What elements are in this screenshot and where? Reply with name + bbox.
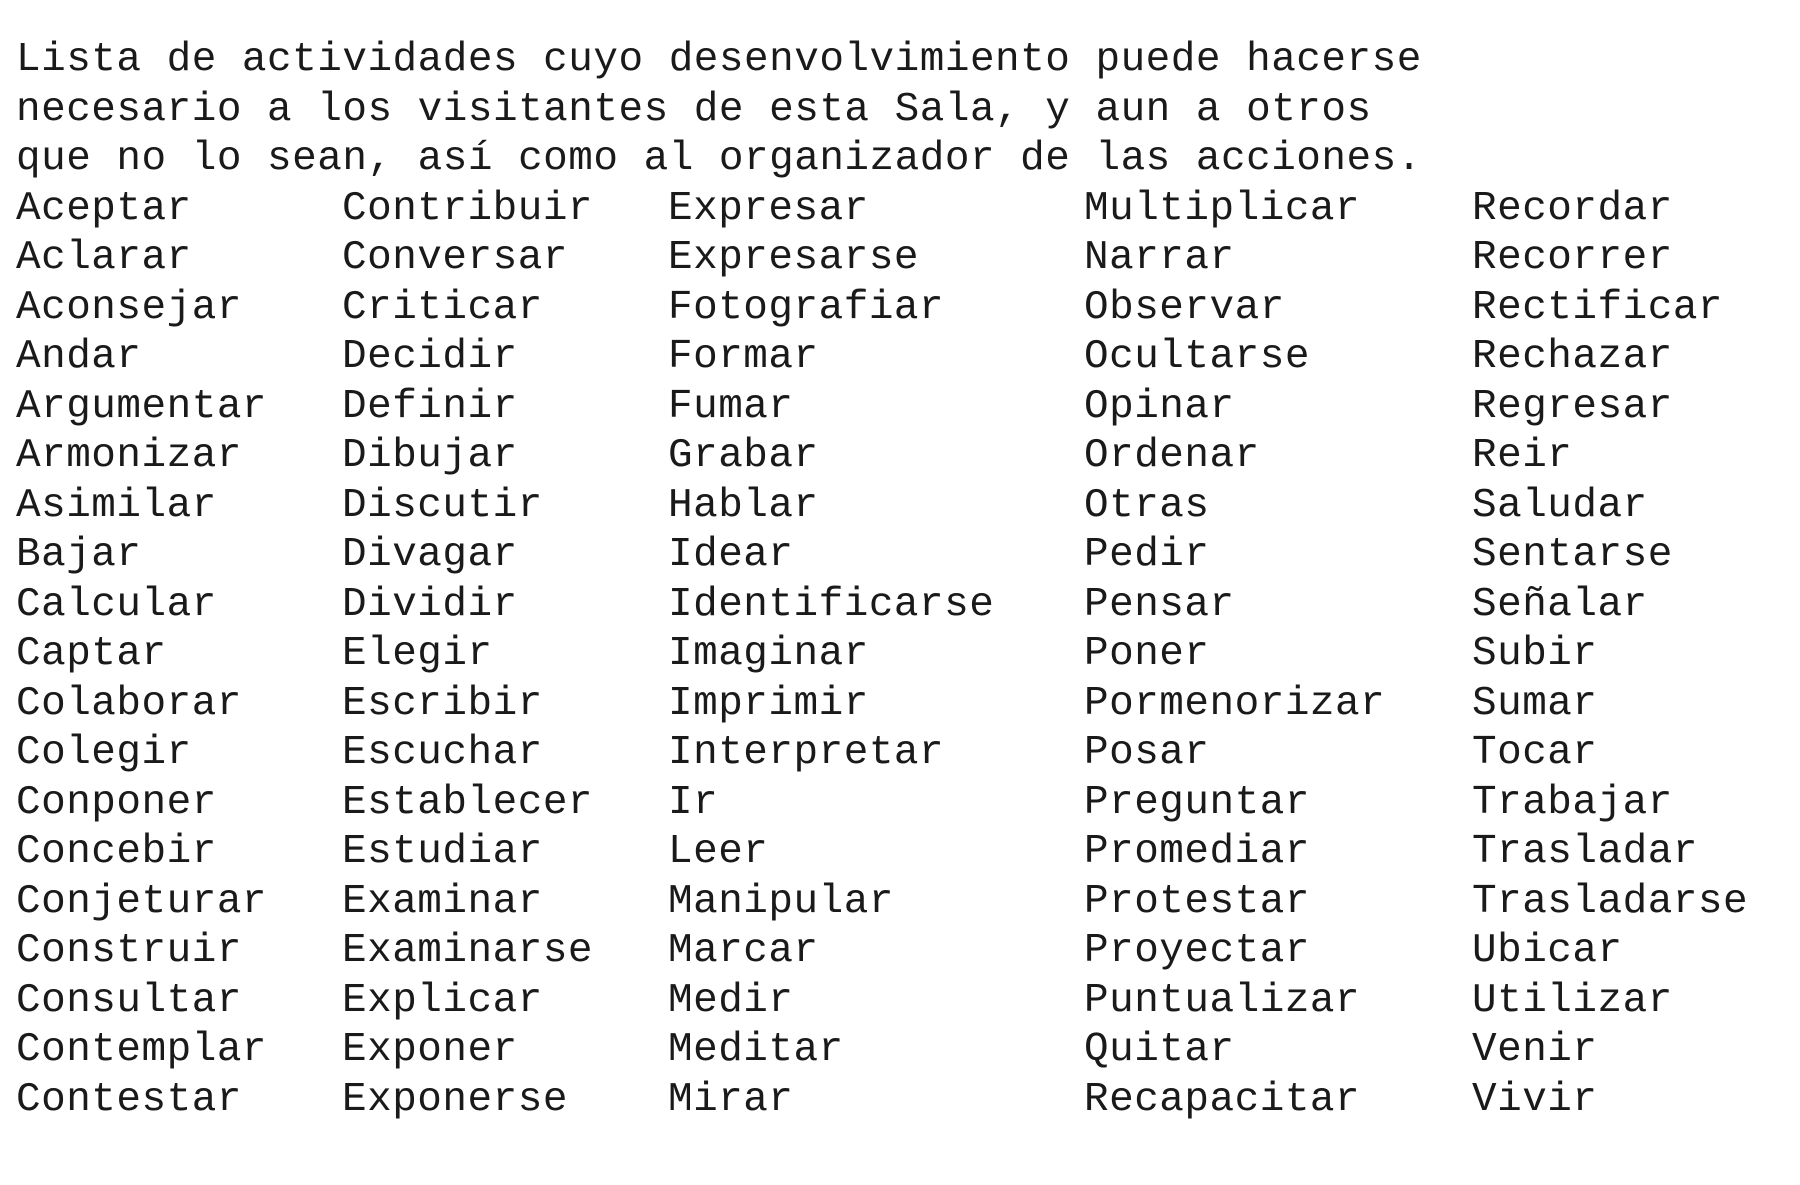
word-column-4	[1084, 185, 1385, 1126]
activity-word: Pormenorizar	[1084, 680, 1386, 727]
activity-word: Leer	[668, 829, 769, 875]
activity-word: Consultar	[16, 977, 242, 1024]
activity-word: Trasladarse	[1472, 878, 1749, 925]
activity-word: Fumar	[668, 383, 794, 430]
activity-word: Escuchar	[342, 730, 543, 776]
word-column-5	[1472, 185, 1748, 1126]
activity-word: Promediar	[1084, 829, 1310, 875]
activity-word: Argumentar	[16, 383, 268, 430]
activity-word: Fotografiar	[668, 284, 945, 331]
activity-word: Decidir	[342, 334, 518, 380]
activity-word: Estudiar	[342, 829, 543, 875]
activity-word: Idear	[668, 532, 794, 578]
activity-word: Manipular	[668, 878, 894, 925]
activity-word: Medir	[668, 977, 794, 1024]
activity-word: Conponer	[16, 779, 217, 826]
activity-word: Examinar	[342, 878, 543, 925]
activity-word: Discutir	[342, 482, 543, 529]
word-column-1	[16, 185, 267, 1126]
activity-word: Quitar	[1084, 1027, 1235, 1073]
activity-word: Bajar	[16, 532, 142, 578]
activity-word: Ocultarse	[1084, 334, 1310, 380]
intro-line-2: necesario a los visitantes de esta Sala, y aun a otros	[16, 86, 1372, 133]
activity-word: Definir	[342, 383, 518, 430]
activity-word: Ir	[668, 779, 719, 826]
activity-word: Exponer	[342, 1027, 518, 1073]
activity-word: Contribuir	[342, 185, 594, 232]
activity-word: Escribir	[342, 680, 543, 727]
activity-word: Conversar	[342, 235, 568, 281]
activity-word: Sumar	[1472, 680, 1598, 727]
activity-word: Construir	[16, 928, 242, 974]
activity-word: Pensar	[1084, 581, 1235, 628]
activity-word: Rechazar	[1472, 334, 1673, 380]
intro-paragraph	[16, 36, 1796, 185]
activity-word: Trabajar	[1472, 779, 1673, 826]
activity-word: Vivir	[1472, 1076, 1598, 1123]
activity-word: Andar	[16, 334, 142, 380]
activity-word: Sentarse	[1472, 532, 1673, 578]
activity-word: Dividir	[342, 581, 518, 628]
activity-word: Hablar	[668, 482, 819, 529]
activity-word: Marcar	[668, 928, 819, 974]
activity-word: Opinar	[1084, 383, 1235, 430]
activity-word: Trasladar	[1472, 829, 1698, 875]
activity-word: Saludar	[1472, 482, 1648, 529]
activity-word: Examinarse	[342, 928, 594, 974]
activity-word: Puntualizar	[1084, 977, 1361, 1024]
activity-word: Captar	[16, 631, 167, 677]
activity-word: Tocar	[1472, 730, 1598, 776]
activity-word: Imaginar	[668, 631, 869, 677]
activity-word: Armonizar	[16, 433, 242, 479]
activity-word: Establecer	[342, 779, 594, 826]
activity-word: Aclarar	[16, 235, 192, 281]
activity-word: Conjeturar	[16, 878, 268, 925]
activity-word: Exponerse	[342, 1076, 568, 1123]
word-column-2	[342, 185, 593, 1126]
activity-word: Regresar	[1472, 383, 1673, 430]
activity-word: Dibujar	[342, 433, 518, 479]
intro-line-1: Lista de actividades cuyo desenvolvimiento puede hacerse	[16, 37, 1422, 83]
activity-word: Poner	[1084, 631, 1210, 677]
activity-word: Concebir	[16, 829, 217, 875]
activity-word: Narrar	[1084, 235, 1235, 281]
activity-word: Recordar	[1472, 185, 1673, 232]
activity-word: Meditar	[668, 1027, 844, 1073]
activity-word: Observar	[1084, 284, 1285, 331]
activity-word: Divagar	[342, 532, 518, 578]
activity-word: Pedir	[1084, 532, 1210, 578]
activity-word: Rectificar	[1472, 284, 1724, 331]
activity-word: Aconsejar	[16, 284, 242, 331]
activity-word: Utilizar	[1472, 977, 1673, 1024]
activity-word: Calcular	[16, 581, 217, 628]
activity-word: Contestar	[16, 1076, 242, 1123]
intro-line-3: que no lo sean, así como al organizador de las acciones.	[16, 136, 1422, 182]
activity-word: Ordenar	[1084, 433, 1260, 479]
activity-word: Elegir	[342, 631, 493, 677]
activity-word: Proyectar	[1084, 928, 1310, 974]
activity-word: Explicar	[342, 977, 543, 1024]
activity-word: Posar	[1084, 730, 1210, 776]
activity-word: Recorrer	[1472, 235, 1673, 281]
activity-word: Interpretar	[668, 730, 945, 776]
activity-word: Contemplar	[16, 1027, 268, 1073]
activity-word: Subir	[1472, 631, 1598, 677]
activity-word: Reir	[1472, 433, 1573, 479]
activity-word: Asimilar	[16, 482, 217, 529]
document-page	[16, 36, 1796, 1185]
activity-word: Protestar	[1084, 878, 1310, 925]
activity-word: Señalar	[1472, 581, 1648, 628]
activity-word: Imprimir	[668, 680, 869, 727]
activity-word: Multiplicar	[1084, 185, 1361, 232]
activity-word: Otras	[1084, 482, 1210, 529]
activity-word: Criticar	[342, 284, 543, 331]
activity-word: Mirar	[668, 1076, 794, 1123]
activity-word: Expresar	[668, 185, 869, 232]
activity-word: Venir	[1472, 1027, 1598, 1073]
activity-word: Preguntar	[1084, 779, 1310, 826]
activity-word: Identificarse	[668, 581, 995, 628]
activity-word: Ubicar	[1472, 928, 1623, 974]
activity-word-grid	[16, 185, 1796, 1185]
activity-word: Expresarse	[668, 235, 920, 281]
activity-word: Recapacitar	[1084, 1076, 1361, 1123]
activity-word: Formar	[668, 334, 819, 380]
activity-word: Colaborar	[16, 680, 242, 727]
word-column-3	[668, 185, 994, 1126]
activity-word: Grabar	[668, 433, 819, 479]
activity-word: Colegir	[16, 730, 192, 776]
activity-word: Aceptar	[16, 185, 192, 232]
